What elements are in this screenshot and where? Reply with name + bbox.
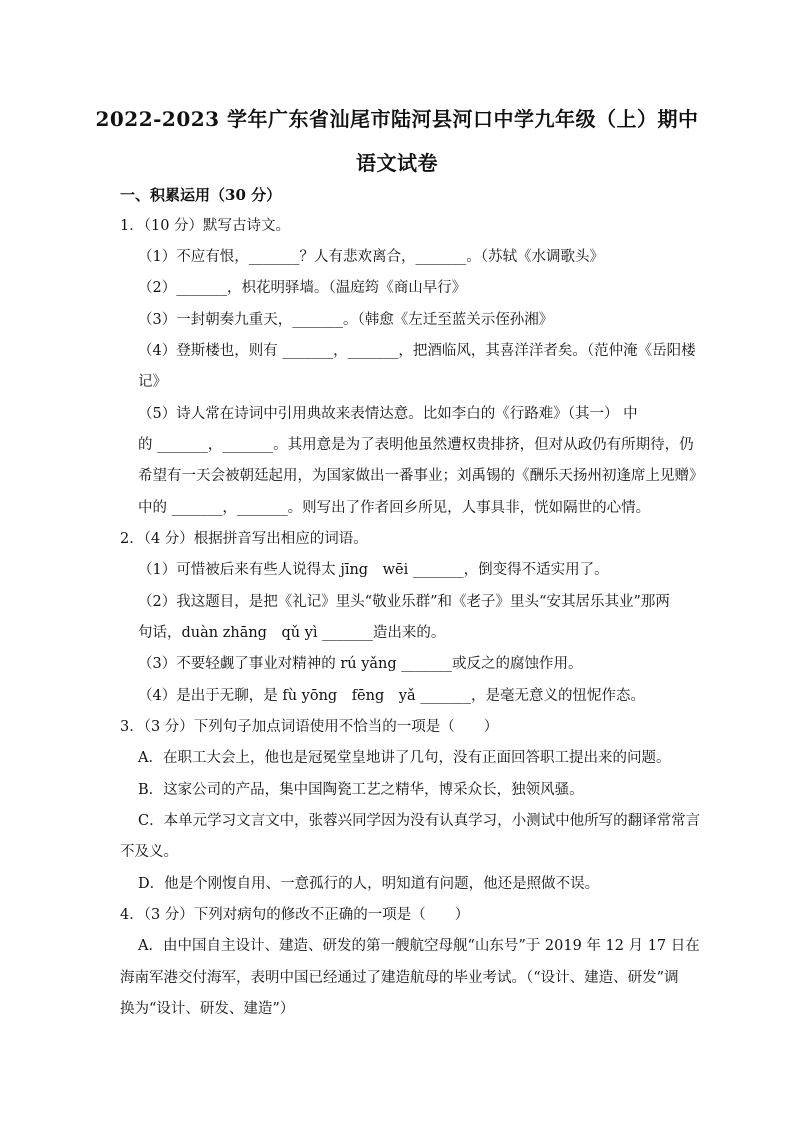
exam-title-line2: 语文试卷 (356, 151, 438, 175)
q1-item-2: （2）_______，枳花明驿墙。（温庭筠《商山早行》 (138, 280, 467, 296)
q1-item-4-cont: 记》 (138, 374, 167, 390)
exam-title-line1: 2022-2023 学年广东省汕尾市陆河县河口中学九年级（上）期中 (95, 107, 699, 131)
q3-option-a: A．在职工大会上，他也是冠冕堂皇地讲了几句，没有正面回答职工提出来的问题。 (138, 750, 671, 766)
q1-item-4: （4）登斯楼也，则有 _______，_______，把酒临风，其喜洋洋者矣。（范仲淹《岳阳楼 (138, 343, 696, 359)
q1-stem: 1．（10 分）默写古诗文。 (120, 218, 291, 234)
q2-item-4: （4）是出于无聊，是 fù yōng fēng yǎ _______，是毫无意义的忸怩作态。 (138, 688, 645, 704)
q3-option-d: D．他是个刚愎自用、一意孤行的人，明知道有问题，他还是照做不误。 (138, 876, 600, 892)
q4-stem: 4．（3 分）下列对病句的修改不正确的一项是（ ） (120, 907, 470, 923)
q4-option-a-cont1: 海南军港交付海军，表明中国已经通过了建造航母的毕业考试。（“设计、建造、研发”调 (120, 970, 679, 986)
q1-item-5-cont3: 中的 _______，_______。则写出了作者回乡所见，人事具非，恍如隔世的心情。 (138, 500, 651, 516)
section-heading: 一、积累运用（30 分） (120, 186, 282, 204)
q3-option-c: C．本单元学习文言文中，张蓉兴同学因为没有认真学习，小测试中他所写的翻译常常言 (138, 813, 701, 829)
q2-item-2-cont: 句话，duàn zhāng qǔ yì _______造出来的。 (138, 625, 446, 641)
q2-item-2: （2）我这题目，是把《礼记》里头“敬业乐群”和《老子》里头“安其居乐其业”那两 (138, 594, 670, 610)
q2-item-1: （1）可惜被后来有些人说得太 jīng wēi _______，倒变得不适实用了。 (138, 562, 609, 578)
q2-item-3: （3）不要轻觑了事业对精神的 rú yǎng _______或反之的腐蚀作用。 (138, 656, 583, 672)
q1-item-5-cont1: 的 _______，_______。其用意是为了表明他虽然遭权贵排挤，但对从政仍有所期待，仍 (138, 437, 694, 453)
q3-option-b: B．这家公司的产品，集中国陶瓷工艺之精华，博采众长，独领风骚。 (138, 782, 584, 798)
q4-option-a-cont2: 换为“设计、研发、建造”） (120, 1001, 295, 1017)
q1-item-3: （3）一封朝奏九重天，_______。（韩愈《左迁至蓝关示侄孙湘》 (138, 312, 554, 328)
q1-item-5: （5）诗人常在诗词中引用典故来表情达意。比如李白的《行路难》（其一） 中 (138, 406, 638, 422)
q2-stem: 2．（4 分）根据拼音写出相应的词语。 (120, 531, 368, 547)
q4-option-a: A．由中国自主设计、建造、研发的第一艘航空母舰“山东号”于 2019 年 12 月 17 日在 (138, 938, 700, 954)
q3-stem: 3．（3 分）下列句子加点词语使用不恰当的一项是（ ） (120, 719, 499, 735)
q3-option-c-cont: 不及义。 (120, 844, 178, 860)
q1-item-5-cont2: 希望有一天会被朝廷起用，为国家做出一番事业；刘禹锡的《酬乐天扬州初逢席上见赠》 (138, 468, 704, 484)
q1-item-1: （1）不应有恨，_______？人有悲欢离合，_______。（苏轼《水调歌头》 (138, 249, 604, 265)
